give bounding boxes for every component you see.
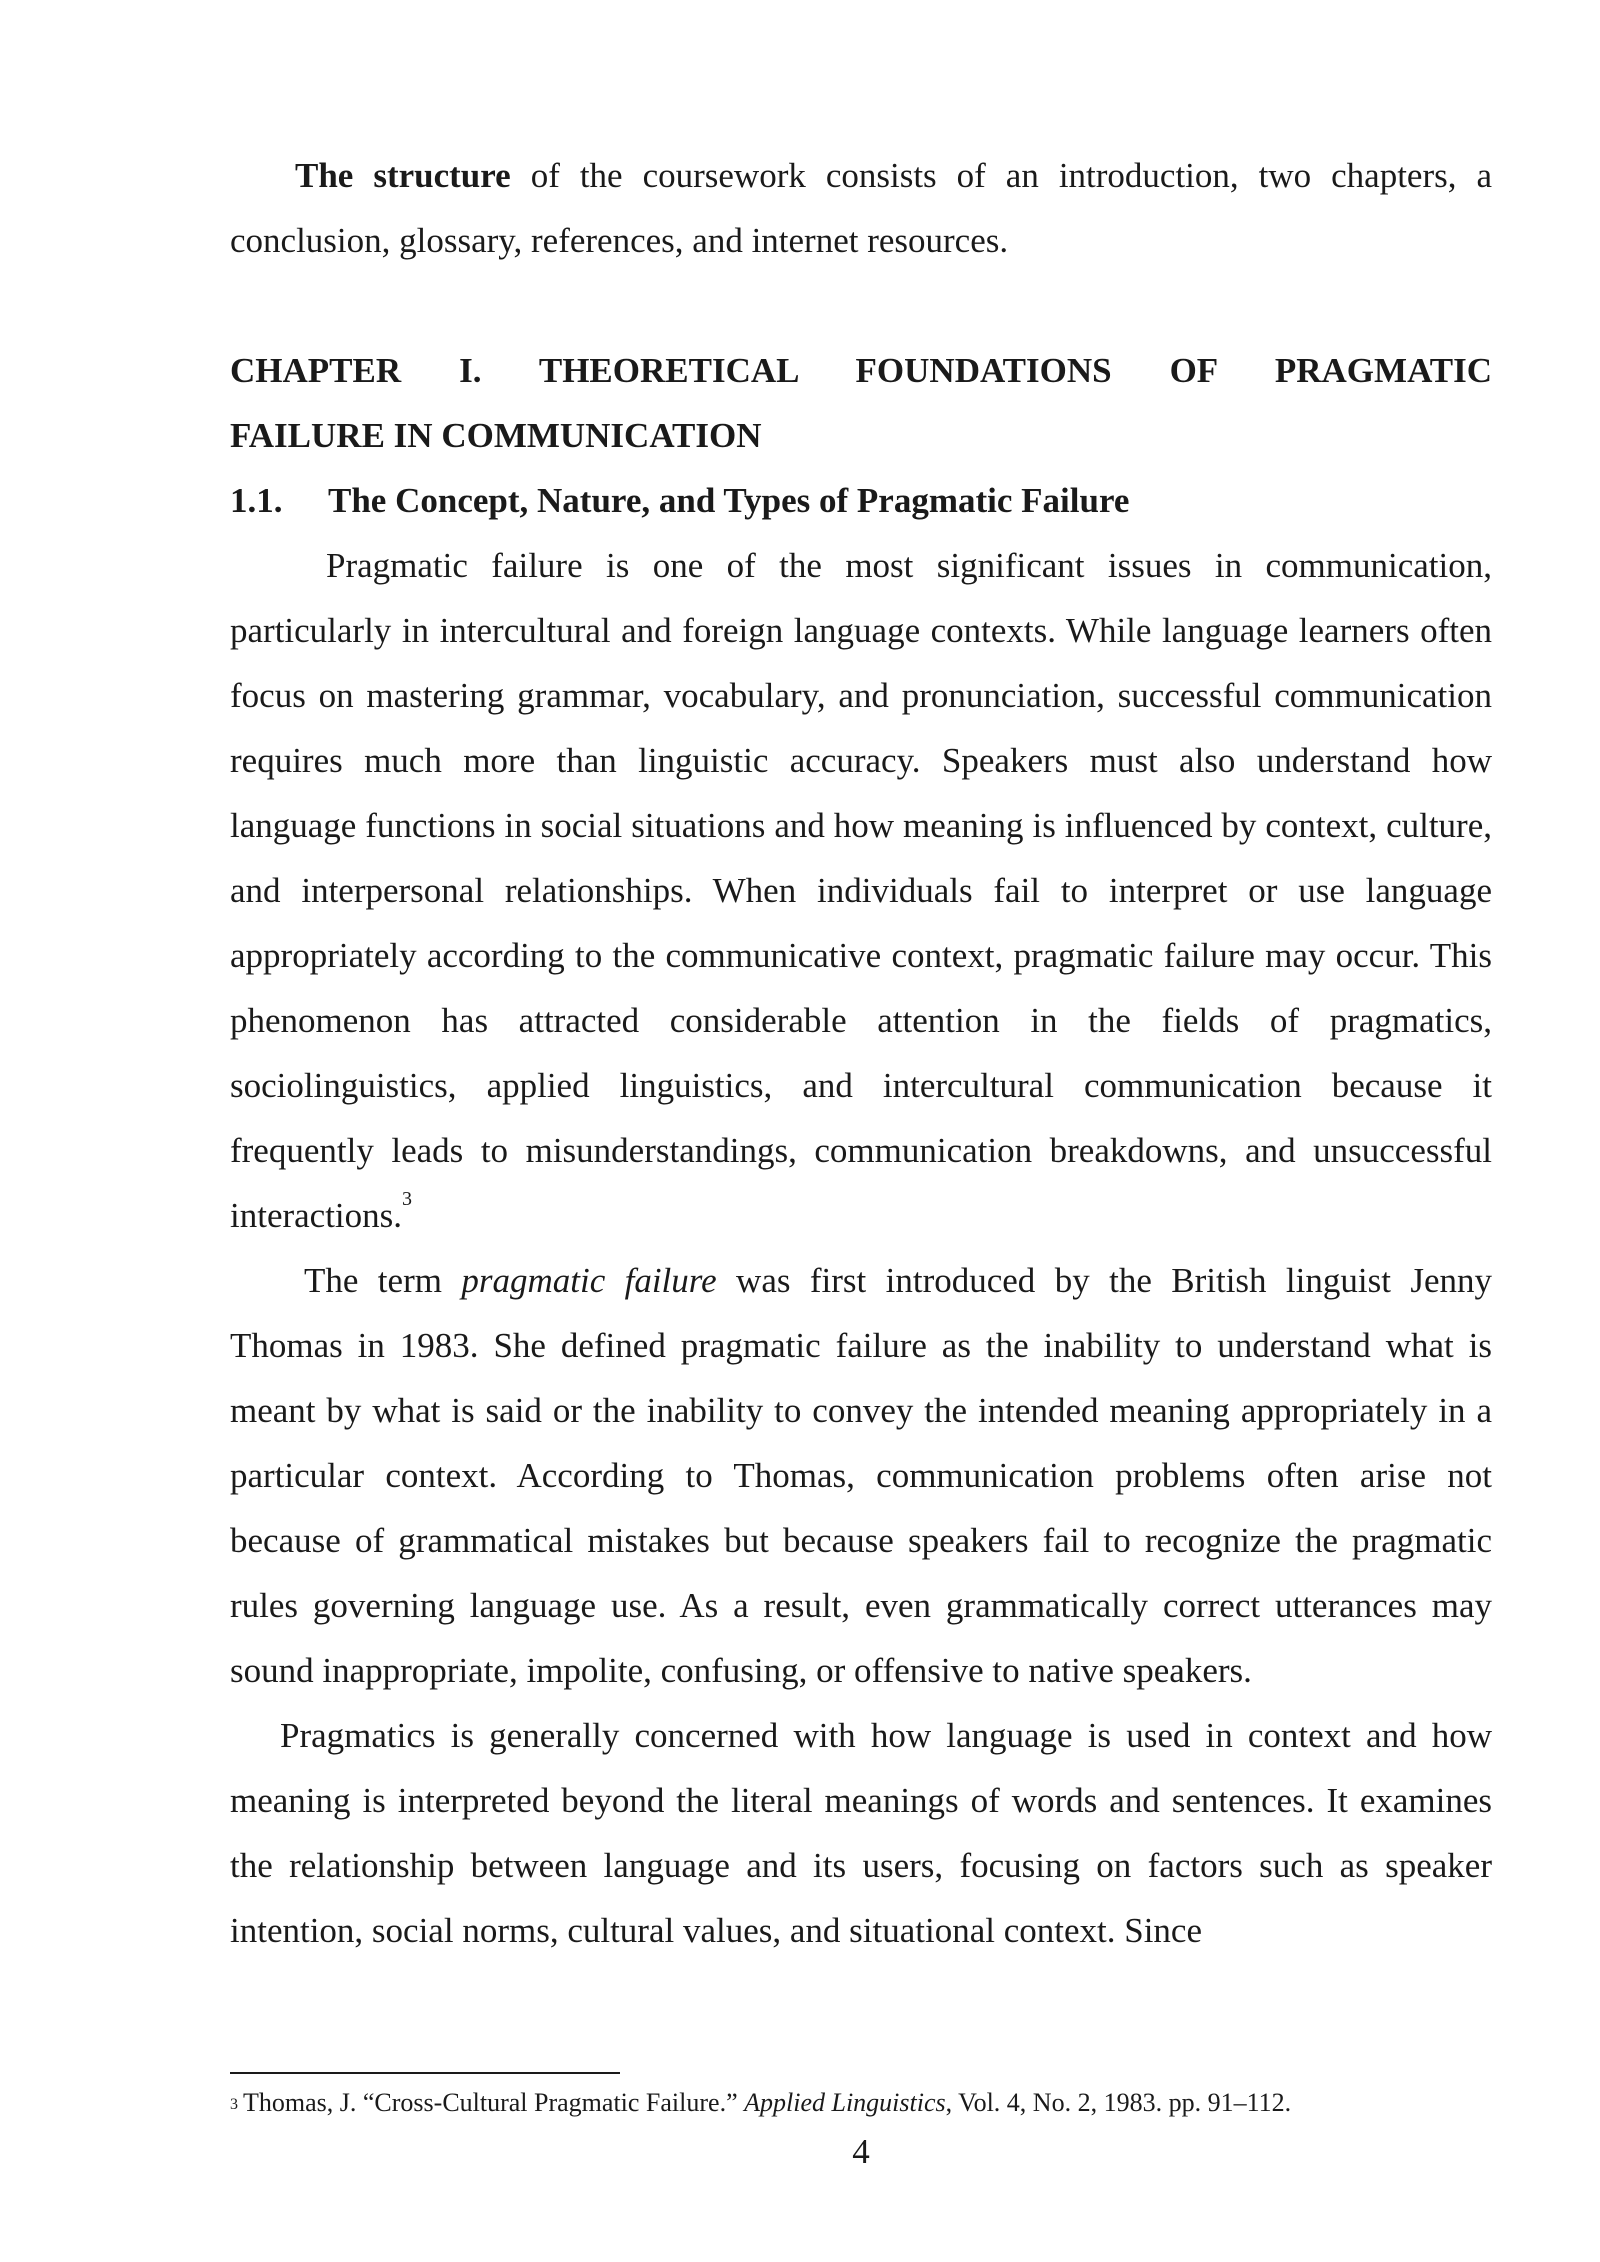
structure-bold-lead: The structure	[295, 156, 511, 195]
footnote-text: Thomas, J. “Cross-Cultural Pragmatic Failure.”	[243, 2088, 745, 2117]
footnote-details: , Vol. 4, No. 2, 1983. pp. 91–112.	[945, 2088, 1292, 2117]
footnote	[230, 2086, 1492, 2120]
footnote-separator	[230, 2072, 620, 2074]
footnote-journal: Applied Linguistics	[744, 2088, 946, 2117]
paragraph-3	[230, 1703, 1492, 1963]
paragraph-2-lead: The term	[304, 1261, 462, 1300]
paragraph-2	[230, 1248, 1492, 1703]
paragraph-1	[230, 533, 1492, 1248]
body-text	[230, 533, 1492, 1963]
chapter-title-line1: CHAPTER I. THEORETICAL FOUNDATIONS OF PRAGMATIC	[230, 351, 1492, 390]
paragraph-2-term: pragmatic failure	[461, 1261, 717, 1300]
page-number: 4	[852, 2132, 870, 2171]
section-heading	[230, 468, 1492, 533]
structure-text: of the coursework consists of an introduction, two chapters, a conclusion, glossary, references, and internet resources.	[230, 156, 1492, 260]
paragraph-3-text: Pragmatics is generally concerned with how language is used in context and how meaning is interpreted beyond the literal meanings of words and sentences. It examines the relationship between language and its users, focusing on factors such as speaker intention, social norms, cultural values, and situational context. Since	[230, 1716, 1492, 1950]
footnote-marker: 3	[230, 2096, 238, 2113]
section-title: The Concept, Nature, and Types of Pragmatic Failure	[328, 481, 1130, 520]
paragraph-2-text: was first introduced by the British linguist Jenny Thomas in 1983. She defined pragmatic failure as the inability to understand what is meant by what is said or the inability to convey the intended meaning appropriately in a particular context. According to Thomas, communication problems often arise not because of grammatical mistakes but because speakers fail to recognize the pragmatic rules governing language use. As a result, even grammatically correct utterances may sound inappropriate, impolite, confusing, or offensive to native speakers.	[230, 1261, 1492, 1690]
section-number: 1.1.	[230, 481, 283, 520]
footnote-reference[interactable]: 3	[402, 1188, 413, 1210]
chapter-heading	[230, 338, 1492, 468]
structure-paragraph	[230, 143, 1492, 273]
paragraph-1-text: Pragmatic failure is one of the most significant issues in communication, particularly in intercultural and foreign language contexts. While language learners often focus on mastering grammar, vocabulary, and pronunciation, successful communication requires much more than linguistic accuracy. Speakers must also understand how language functions in social situations and how meaning is influenced by context, culture, and interpersonal relationships. When individuals fail to interpret or use language appropriately according to the communicative context, pragmatic failure may occur. This phenomenon has attracted considerable attention in the fields of pragmatics, sociolinguistics, applied linguistics, and intercultural communication because it frequently leads to misunderstandings, communication breakdowns, and unsuccessful interactions.	[230, 546, 1492, 1235]
chapter-title-line2: FAILURE IN COMMUNICATION	[230, 416, 762, 455]
